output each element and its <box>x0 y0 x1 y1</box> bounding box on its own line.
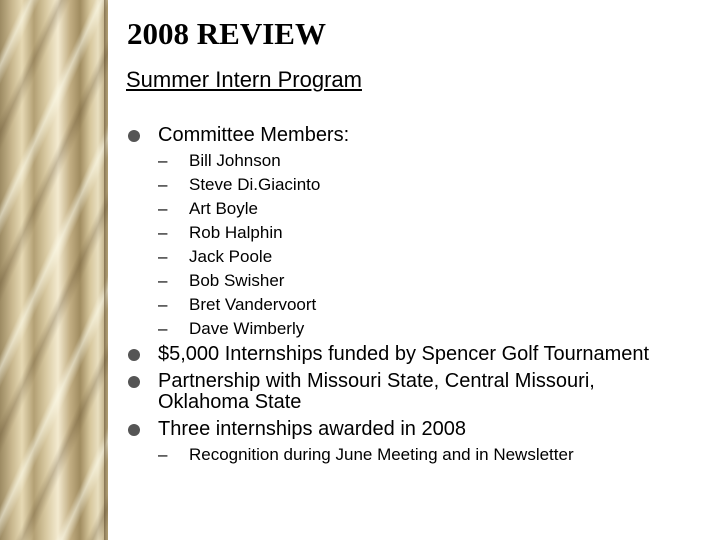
committee-member-name: Art Boyle <box>189 199 258 218</box>
bullet-text: Oklahoma State <box>158 391 302 413</box>
dash-marker: – <box>158 295 168 314</box>
bullet-text: Committee Members: <box>158 124 350 146</box>
committee-member-name: Steve Di.Giacinto <box>189 175 321 194</box>
bullet-dot-icon <box>128 376 140 388</box>
bullet-text: $5,000 Internships funded by Spencer Golf Tournament <box>158 343 650 365</box>
bullet-dot-icon <box>128 130 140 142</box>
dash-marker: – <box>158 151 168 170</box>
bullet-text: Partnership with Missouri State, Central Missouri, <box>158 370 595 392</box>
committee-member-name: Bob Swisher <box>189 271 285 290</box>
dash-marker: – <box>158 223 168 242</box>
dash-marker: – <box>158 247 168 266</box>
bullet-dot-icon <box>128 349 140 361</box>
dash-marker: – <box>158 199 168 218</box>
dash-marker: – <box>158 319 168 338</box>
committee-member-name: Bill Johnson <box>189 151 281 170</box>
bullet-dot-icon <box>128 424 140 436</box>
committee-member-name: Bret Vandervoort <box>189 295 317 314</box>
committee-member-name: Dave Wimberly <box>189 319 305 338</box>
dash-marker: – <box>158 175 168 194</box>
slide-title: 2008 REVIEW <box>127 16 326 51</box>
committee-member-name: Rob Halphin <box>189 223 283 242</box>
slide-subtitle: Summer Intern Program <box>126 67 362 92</box>
dash-marker: – <box>158 445 168 464</box>
dash-marker: – <box>158 271 168 290</box>
committee-member-name: Jack Poole <box>189 247 273 266</box>
recognition-text: Recognition during June Meeting and in Newsletter <box>189 445 574 464</box>
decorative-gold-border <box>0 0 108 540</box>
bullet-text: Three internships awarded in 2008 <box>158 418 466 440</box>
